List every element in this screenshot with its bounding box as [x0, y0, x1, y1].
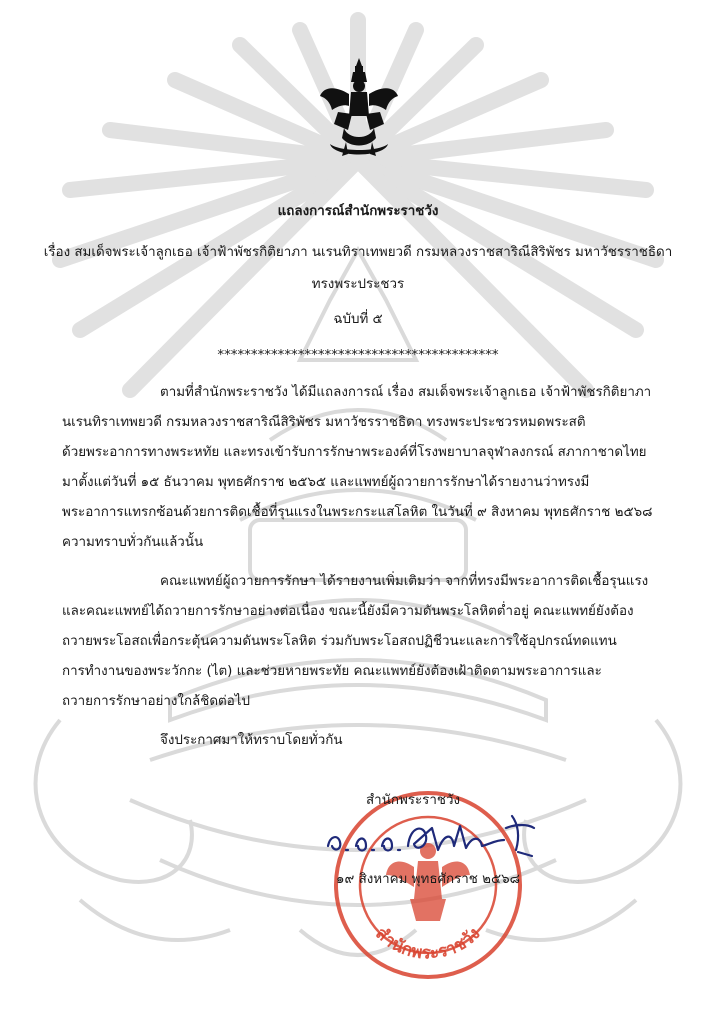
paragraph-1-line: มาตั้งแต่วันที่ ๑๕ ธันวาคม พุทธศักราช ๒๕๖๕ และแพทย์ผู้ถวายการรักษาได้รายงานว่าทรงมี: [62, 475, 590, 490]
issue-number: ฉบับที่ ๕: [333, 312, 383, 327]
document-date: ๑๙ สิงหาคม พุทธศักราช ๒๕๖๘: [336, 872, 520, 887]
paragraph-2-line: และคณะแพทย์ได้ถวายการรักษาอย่างต่อเนื่อง ขณะนี้ยังมีความดันพระโลหิตต่ำอยู่ คณะแพทย์ยังต้อง: [62, 604, 634, 619]
paragraph-2-line: การทำงานของพระวักกะ (ไต) และช่วยหายพระทัย คณะแพทย์ยังต้องเฝ้าติดตามพระอาการและ: [62, 664, 602, 679]
closing-statement: จึงประกาศมาให้ทราบโดยทั่วกัน: [160, 733, 343, 748]
signature: [320, 806, 540, 862]
paragraph-1-line: ด้วยพระอาการทางพระหทัย และทรงเข้ารับการรักษาพระองค์ที่โรงพยาบาลจุฬาลงกรณ์ สภากาชาดไทย: [62, 445, 647, 460]
garuda-emblem-icon: [318, 56, 400, 168]
subject-line-1: เรื่อง สมเด็จพระเจ้าลูกเธอ เจ้าฟ้าพัชรกิติยาภา นเรนทิราเทพยวดี กรมหลวงราชสาริณีสิริพัชร มหาวัชรราชธิดา: [43, 245, 673, 260]
signatory-office: สำนักพระราชวัง: [366, 793, 461, 808]
svg-text:สำนักพระราชวัง: สำนักพระราชวัง: [371, 923, 485, 964]
paragraph-2-line: ถวายการรักษาอย่างใกล้ชิดต่อไป: [62, 694, 251, 709]
paragraph-1-line: นเรนทิราเทพยวดี กรมหลวงราชสาริณีสิริพัชร มหาวัชรราชธิดา ทรงพระประชวรหมดพระสติ: [62, 415, 586, 430]
paragraph-2-line: ถวายพระโอสถเพื่อกระตุ้นความดันพระโลหิต ร่วมกับพระโอสถปฏิชีวนะและการใช้อุปกรณ์ทดแทน: [62, 634, 617, 649]
paragraph-2-line: คณะแพทย์ผู้ถวายการรักษา ได้รายงานเพิ่มเติมว่า จากที่ทรงมีพระอาการติดเชื้อรุนแรง: [160, 574, 649, 589]
subject-line-2: ทรงพระประชวร: [311, 277, 405, 292]
announcement-title: แถลงการณ์สำนักพระราชวัง: [277, 204, 439, 219]
paragraph-1-line: ความทราบทั่วกันแล้วนั้น: [62, 535, 204, 550]
paragraph-1-line: ตามที่สำนักพระราชวัง ได้มีแถลงการณ์ เรื่อง สมเด็จพระเจ้าลูกเธอ เจ้าฟ้าพัชรกิติยาภา: [160, 385, 652, 400]
paragraph-1-line: พระอาการแทรกซ้อนด้วยการติดเชื้อที่รุนแรงในพระกระแสโลหิต ในวันที่ ๙ สิงหาคม พุทธศักราช ๒๕๖๘: [62, 505, 653, 520]
separator: ******************************************: [217, 348, 499, 363]
